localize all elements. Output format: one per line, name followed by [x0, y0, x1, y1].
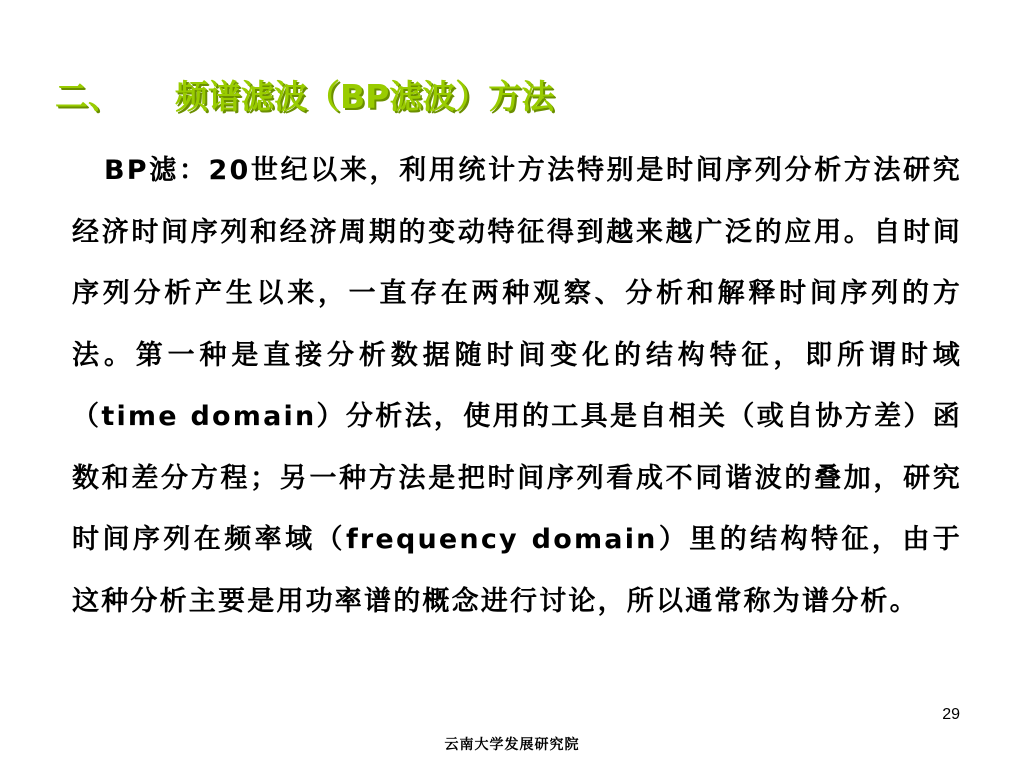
- body-paragraph: BP滤：20世纪以来，利用统计方法特别是时间序列分析方法研究经济时间序列和经济周期的变动特征得到越来越广泛的应用。自时间序列分析产生以来，一直存在两种观察、分析和解释时间序列的方法。第一种是直接分析数据随时间变化的结构特征，即所谓时域（time domain）分析法，使用的工具是自相关（或自协方差）函数和差分方程；另一种方法是把时间序列看成不同谐波的叠加，研究时间序列在频率域（frequency domain）里的结构特征，由于这种分析主要是用功率谱的概念进行讨论，所以通常称为谱分析。: [72, 155, 962, 617]
- title-text: 频谱滤波（BP滤波）方法: [175, 77, 555, 116]
- footer-institution: 云南大学发展研究院: [444, 737, 580, 753]
- page-number: 29: [942, 706, 960, 723]
- title-number: 二、: [55, 77, 121, 116]
- slide-title: [55, 72, 554, 122]
